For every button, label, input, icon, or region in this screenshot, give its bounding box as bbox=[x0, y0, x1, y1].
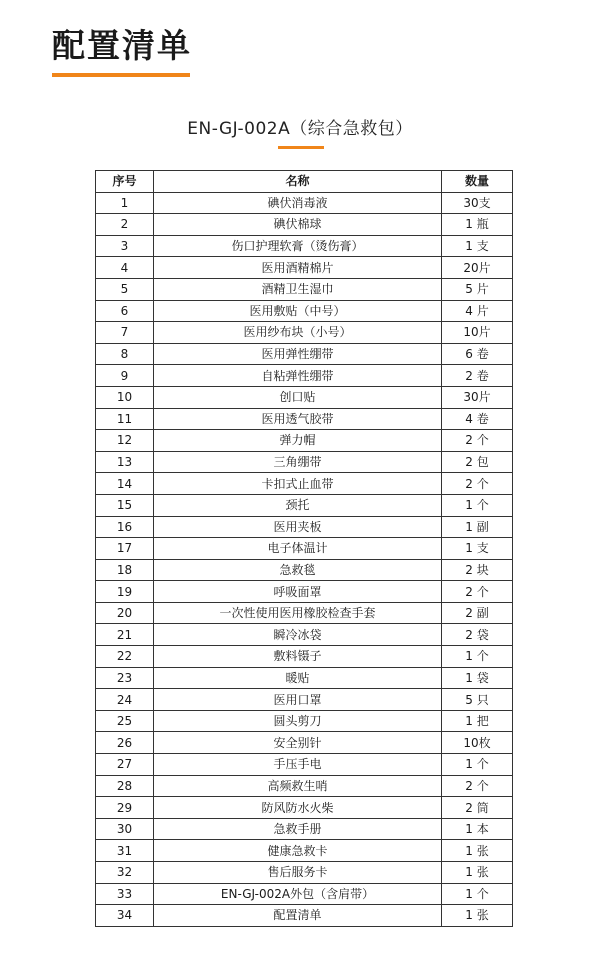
item-quantity: 5 只 bbox=[442, 689, 513, 711]
item-number: 12 bbox=[96, 430, 154, 452]
item-number: 33 bbox=[96, 883, 154, 905]
item-name: 医用弹性绷带 bbox=[154, 343, 442, 365]
item-quantity: 4 卷 bbox=[442, 408, 513, 430]
item-name: 敷料镊子 bbox=[154, 646, 442, 668]
table-row bbox=[96, 710, 513, 732]
item-quantity: 1 张 bbox=[442, 862, 513, 884]
table-row bbox=[96, 883, 513, 905]
item-name: 健康急救卡 bbox=[154, 840, 442, 862]
item-quantity: 2 袋 bbox=[442, 624, 513, 646]
table-row bbox=[96, 840, 513, 862]
item-quantity: 30片 bbox=[442, 386, 513, 408]
item-name: 急救手册 bbox=[154, 818, 442, 840]
item-name: 防风防水火柴 bbox=[154, 797, 442, 819]
table-row bbox=[96, 602, 513, 624]
item-name: 碘伏棉球 bbox=[154, 214, 442, 236]
table-row bbox=[96, 732, 513, 754]
item-quantity: 10片 bbox=[442, 322, 513, 344]
table-row bbox=[96, 775, 513, 797]
header-quantity: 数量 bbox=[442, 171, 513, 193]
item-number: 16 bbox=[96, 516, 154, 538]
item-quantity: 2 块 bbox=[442, 559, 513, 581]
item-name: 暖贴 bbox=[154, 667, 442, 689]
item-name: 安全别针 bbox=[154, 732, 442, 754]
table-body bbox=[96, 192, 513, 926]
header-number: 序号 bbox=[96, 171, 154, 193]
item-number: 34 bbox=[96, 905, 154, 927]
item-number: 32 bbox=[96, 862, 154, 884]
item-quantity: 10枚 bbox=[442, 732, 513, 754]
table-row bbox=[96, 559, 513, 581]
item-number: 10 bbox=[96, 386, 154, 408]
configuration-table bbox=[95, 170, 513, 927]
table-row bbox=[96, 862, 513, 884]
table-row bbox=[96, 451, 513, 473]
table-row bbox=[96, 343, 513, 365]
table-row bbox=[96, 386, 513, 408]
item-number: 24 bbox=[96, 689, 154, 711]
item-quantity: 1 袋 bbox=[442, 667, 513, 689]
item-number: 20 bbox=[96, 602, 154, 624]
item-quantity: 2 个 bbox=[442, 430, 513, 452]
item-quantity: 20片 bbox=[442, 257, 513, 279]
item-number: 5 bbox=[96, 278, 154, 300]
item-quantity: 4 片 bbox=[442, 300, 513, 322]
item-quantity: 2 个 bbox=[442, 473, 513, 495]
subtitle-underline bbox=[278, 146, 324, 149]
table-row bbox=[96, 538, 513, 560]
table-row bbox=[96, 818, 513, 840]
table-row bbox=[96, 516, 513, 538]
item-number: 8 bbox=[96, 343, 154, 365]
item-number: 22 bbox=[96, 646, 154, 668]
table-row bbox=[96, 365, 513, 387]
table-row bbox=[96, 192, 513, 214]
item-number: 27 bbox=[96, 754, 154, 776]
table-row bbox=[96, 257, 513, 279]
item-name: 三角绷带 bbox=[154, 451, 442, 473]
item-name: 一次性使用医用橡胶检查手套 bbox=[154, 602, 442, 624]
item-quantity: 1 副 bbox=[442, 516, 513, 538]
item-name: 手压手电 bbox=[154, 754, 442, 776]
item-number: 17 bbox=[96, 538, 154, 560]
item-name: 配置清单 bbox=[154, 905, 442, 927]
item-number: 28 bbox=[96, 775, 154, 797]
item-name: 卡扣式止血带 bbox=[154, 473, 442, 495]
page-title: 配置清单 bbox=[52, 26, 192, 65]
item-number: 6 bbox=[96, 300, 154, 322]
item-quantity: 2 个 bbox=[442, 775, 513, 797]
item-name: EN-GJ-002A外包（含肩带） bbox=[154, 883, 442, 905]
item-quantity: 1 个 bbox=[442, 883, 513, 905]
item-name: 急救毯 bbox=[154, 559, 442, 581]
item-quantity: 1 把 bbox=[442, 710, 513, 732]
item-number: 18 bbox=[96, 559, 154, 581]
header-name: 名称 bbox=[154, 171, 442, 193]
table-row bbox=[96, 235, 513, 257]
item-quantity: 30支 bbox=[442, 192, 513, 214]
item-name: 高频救生哨 bbox=[154, 775, 442, 797]
item-name: 售后服务卡 bbox=[154, 862, 442, 884]
table-row bbox=[96, 646, 513, 668]
item-number: 13 bbox=[96, 451, 154, 473]
item-number: 26 bbox=[96, 732, 154, 754]
item-quantity: 1 本 bbox=[442, 818, 513, 840]
item-name: 呼吸面罩 bbox=[154, 581, 442, 603]
item-name: 医用酒精棉片 bbox=[154, 257, 442, 279]
item-number: 1 bbox=[96, 192, 154, 214]
item-number: 30 bbox=[96, 818, 154, 840]
item-quantity: 2 个 bbox=[442, 581, 513, 603]
table-row bbox=[96, 473, 513, 495]
item-quantity: 1 张 bbox=[442, 905, 513, 927]
item-number: 7 bbox=[96, 322, 154, 344]
table-row bbox=[96, 667, 513, 689]
table-row bbox=[96, 408, 513, 430]
item-name: 自粘弹性绷带 bbox=[154, 365, 442, 387]
table-row bbox=[96, 430, 513, 452]
item-number: 14 bbox=[96, 473, 154, 495]
item-name: 医用夹板 bbox=[154, 516, 442, 538]
item-name: 创口贴 bbox=[154, 386, 442, 408]
table-row bbox=[96, 300, 513, 322]
item-name: 酒精卫生湿巾 bbox=[154, 278, 442, 300]
item-name: 伤口护理软膏（烫伤膏） bbox=[154, 235, 442, 257]
table-row bbox=[96, 581, 513, 603]
item-number: 25 bbox=[96, 710, 154, 732]
item-number: 11 bbox=[96, 408, 154, 430]
table-row bbox=[96, 689, 513, 711]
item-number: 19 bbox=[96, 581, 154, 603]
item-name: 医用纱布块（小号） bbox=[154, 322, 442, 344]
item-quantity: 6 卷 bbox=[442, 343, 513, 365]
table-row bbox=[96, 494, 513, 516]
item-name: 弹力帽 bbox=[154, 430, 442, 452]
product-subtitle: EN-GJ-002A（综合急救包） bbox=[187, 119, 413, 139]
item-quantity: 1 个 bbox=[442, 754, 513, 776]
table-header-row bbox=[96, 171, 513, 193]
item-quantity: 5 片 bbox=[442, 278, 513, 300]
item-number: 9 bbox=[96, 365, 154, 387]
item-name: 碘伏消毒液 bbox=[154, 192, 442, 214]
item-quantity: 2 副 bbox=[442, 602, 513, 624]
item-quantity: 2 包 bbox=[442, 451, 513, 473]
table-row bbox=[96, 624, 513, 646]
item-quantity: 2 筒 bbox=[442, 797, 513, 819]
item-name: 医用透气胶带 bbox=[154, 408, 442, 430]
item-number: 2 bbox=[96, 214, 154, 236]
item-number: 21 bbox=[96, 624, 154, 646]
item-quantity: 1 支 bbox=[442, 538, 513, 560]
item-quantity: 2 卷 bbox=[442, 365, 513, 387]
item-name: 瞬冷冰袋 bbox=[154, 624, 442, 646]
table-row bbox=[96, 278, 513, 300]
item-number: 15 bbox=[96, 494, 154, 516]
title-underline bbox=[52, 73, 190, 77]
item-number: 23 bbox=[96, 667, 154, 689]
item-quantity: 1 个 bbox=[442, 646, 513, 668]
item-quantity: 1 个 bbox=[442, 494, 513, 516]
table-row bbox=[96, 797, 513, 819]
item-number: 31 bbox=[96, 840, 154, 862]
table-row bbox=[96, 754, 513, 776]
item-quantity: 1 张 bbox=[442, 840, 513, 862]
item-name: 医用口罩 bbox=[154, 689, 442, 711]
table-row bbox=[96, 214, 513, 236]
item-number: 29 bbox=[96, 797, 154, 819]
item-number: 4 bbox=[96, 257, 154, 279]
table-row bbox=[96, 322, 513, 344]
item-quantity: 1 支 bbox=[442, 235, 513, 257]
item-name: 圆头剪刀 bbox=[154, 710, 442, 732]
item-name: 医用敷贴（中号） bbox=[154, 300, 442, 322]
item-number: 3 bbox=[96, 235, 154, 257]
table-row bbox=[96, 905, 513, 927]
item-name: 电子体温计 bbox=[154, 538, 442, 560]
item-name: 颈托 bbox=[154, 494, 442, 516]
item-quantity: 1 瓶 bbox=[442, 214, 513, 236]
